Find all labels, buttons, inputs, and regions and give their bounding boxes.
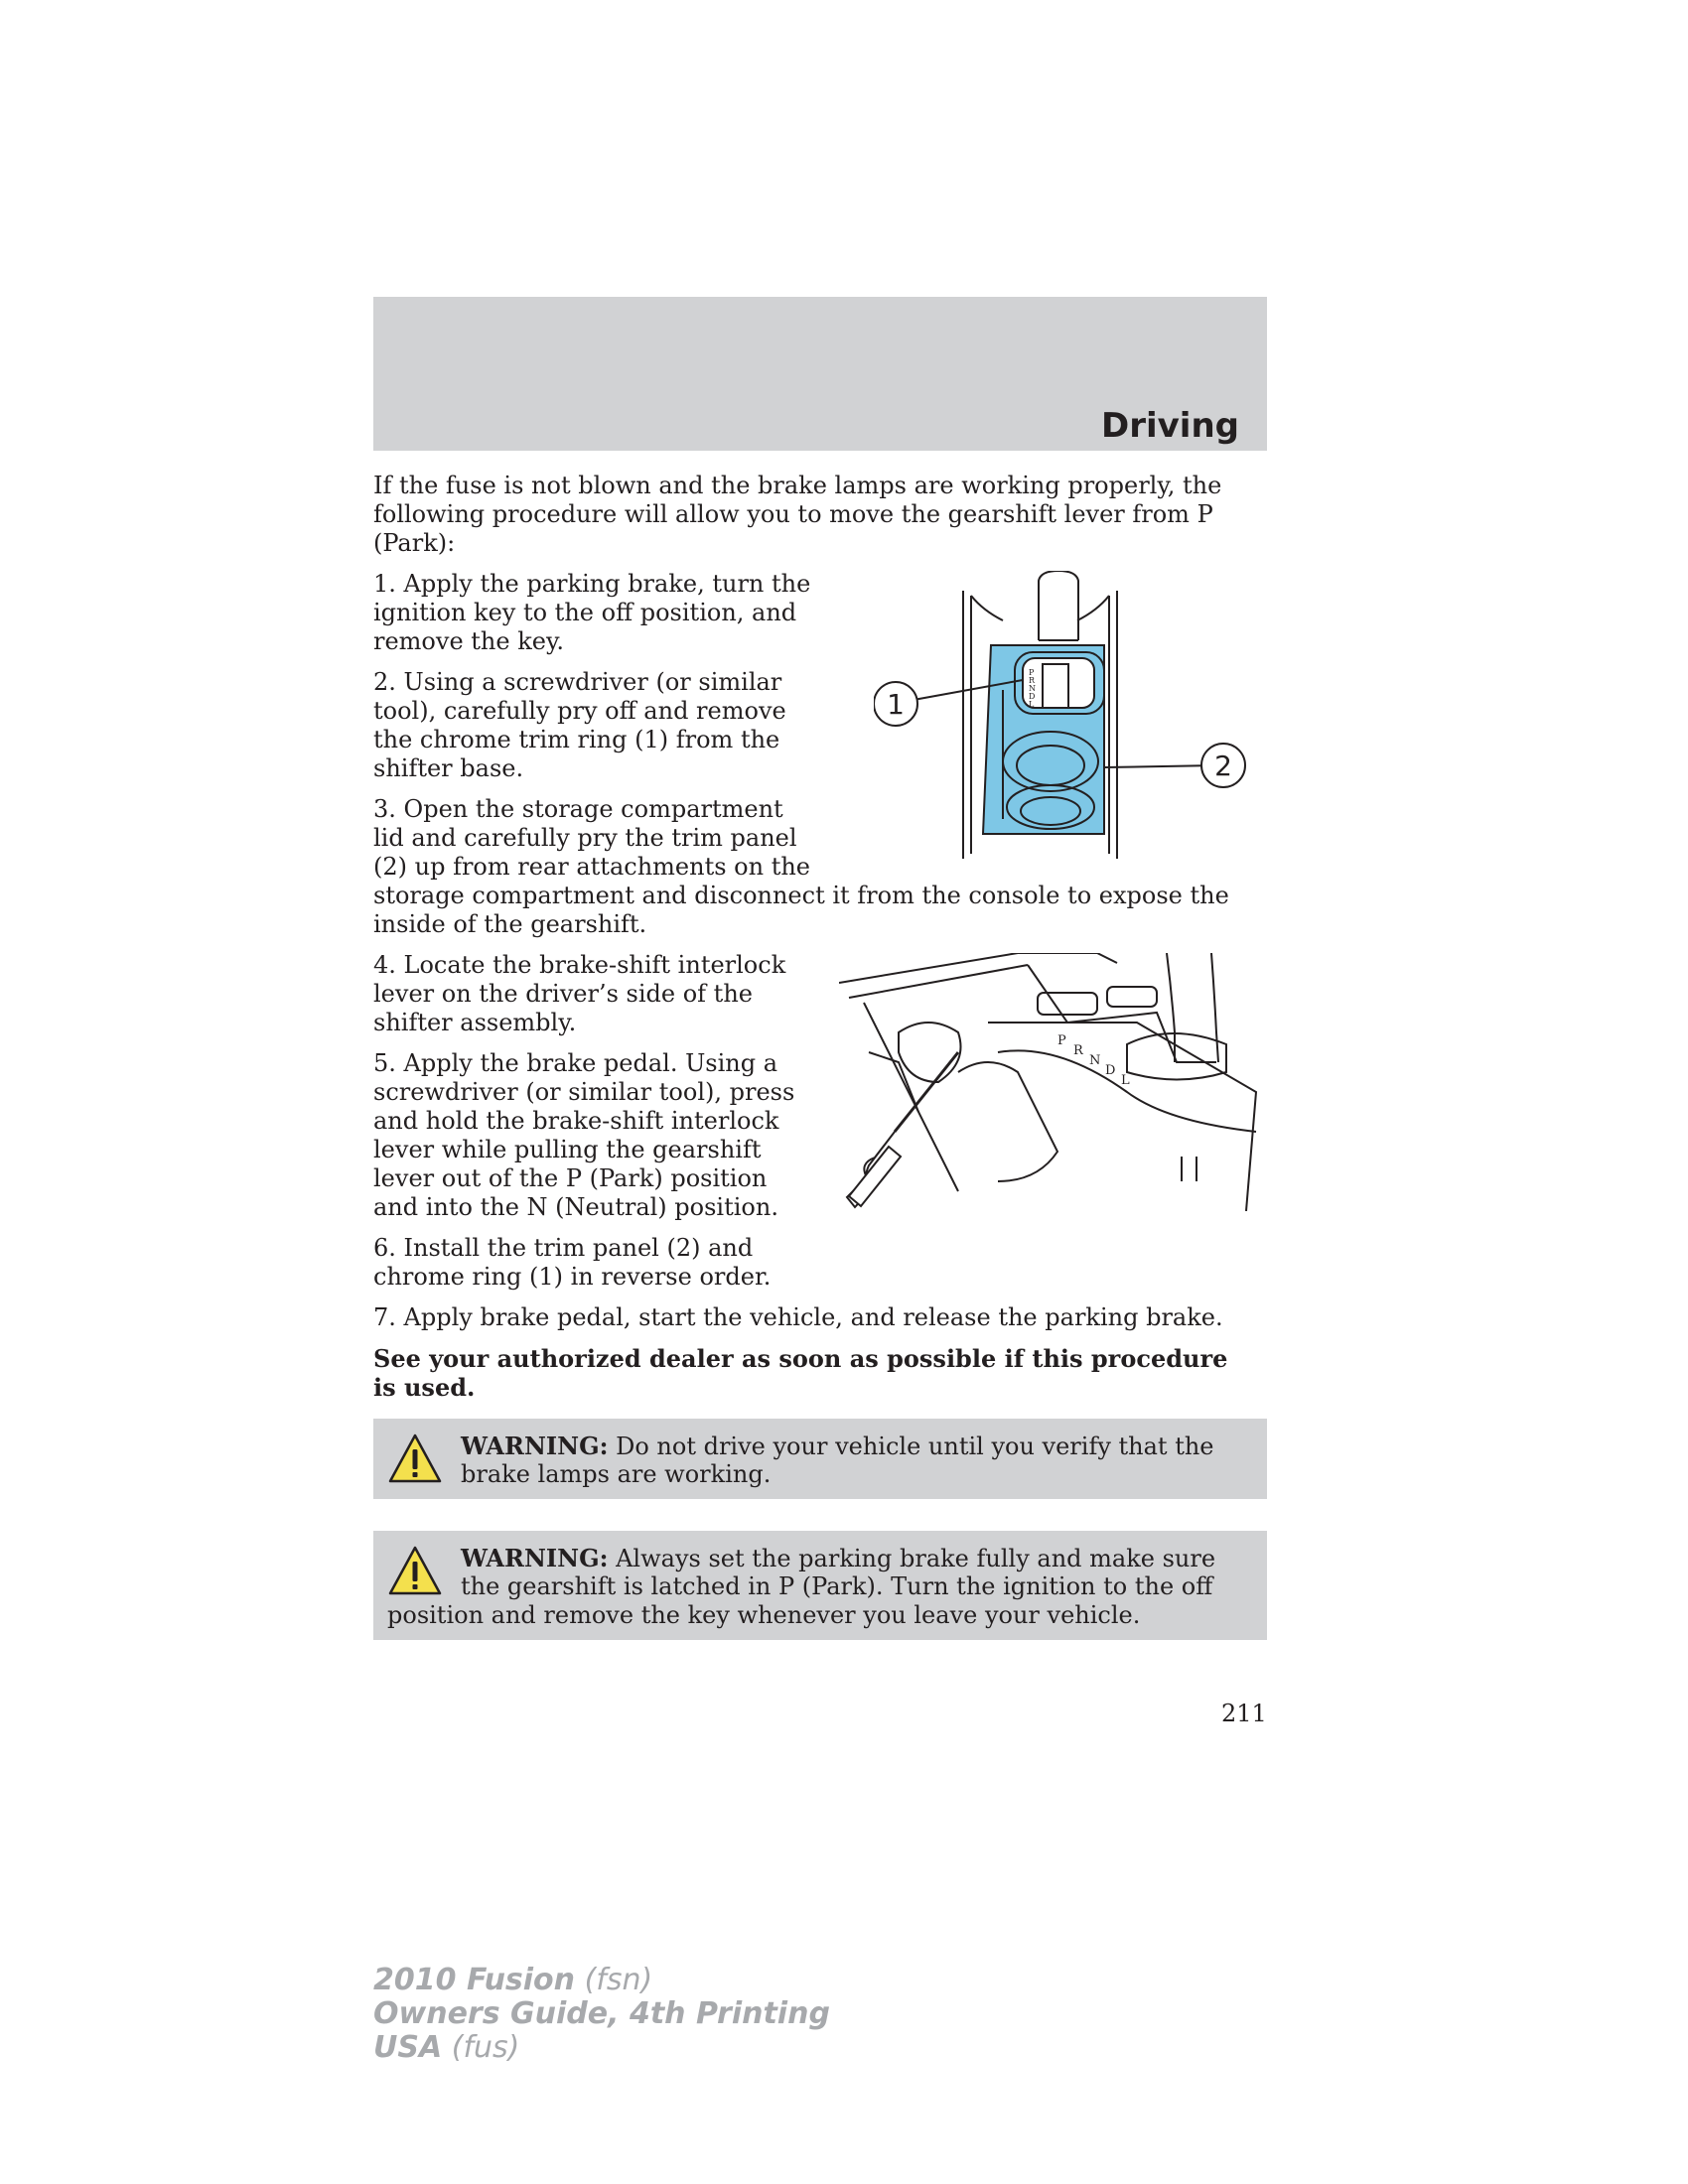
warning-label: WARNING: <box>461 1432 609 1460</box>
step-5-line: 5. Apply the brake pedal. Using a <box>373 1049 778 1077</box>
callout-2-leader <box>1104 765 1217 767</box>
callout-1-label: 1 <box>887 688 905 721</box>
section-header <box>373 297 1267 451</box>
gear-letter: D <box>1029 692 1036 701</box>
dealer-note-line: See your authorized dealer as soon as possible if this procedure <box>373 1344 1228 1373</box>
warning-box <box>373 1531 1267 1640</box>
footer-market-code: (fus) <box>451 2030 520 2065</box>
gear-letter: R <box>1029 676 1036 685</box>
footer-line <box>373 1997 830 2031</box>
warning-label: WARNING: <box>461 1544 609 1572</box>
step-7-line: 7. Apply brake pedal, start the vehicle, and release the parking brake. <box>373 1303 1223 1331</box>
step-3-line: 3. Open the storage compartment <box>373 795 783 823</box>
warning-line: the gearshift is latched in P (Park). Turn the ignition to the off <box>461 1572 1213 1600</box>
step-2-line: shifter base. <box>373 754 524 782</box>
footer-line <box>373 1964 830 1997</box>
warning-triangle-icon <box>387 1433 443 1484</box>
step-1-line: 1. Apply the parking brake, turn the <box>373 570 811 598</box>
step-1-line: ignition key to the off position, and <box>373 599 797 626</box>
warning-line <box>461 1432 1214 1461</box>
gear-letter: R <box>1073 1043 1083 1058</box>
step-3-line: inside of the gearshift. <box>373 910 647 938</box>
step-3-line: (2) up from rear attachments on the <box>373 853 811 881</box>
step-2-line: the chrome trim ring (1) from the <box>373 726 780 753</box>
gear-letter: P <box>1057 1033 1066 1048</box>
footer-line <box>373 2031 830 2065</box>
step-5-line: screwdriver (or similar tool), press <box>373 1078 795 1106</box>
step-2-line: tool), carefully pry off and remove <box>373 697 786 725</box>
warning-text: Always set the parking brake fully and make sure <box>616 1545 1216 1572</box>
warning-line: position and remove the key whenever you leave your vehicle. <box>387 1601 1141 1629</box>
gear-letter: L <box>1121 1073 1130 1088</box>
page-number: 211 <box>1221 1700 1267 1727</box>
footer-edition: Owners Guide, 4th Printing <box>373 1996 830 2031</box>
gear-letter: D <box>1105 1063 1116 1078</box>
step-1-line: remove the key. <box>373 627 564 655</box>
step-5-line: and into the N (Neutral) position. <box>373 1193 778 1221</box>
callout-2-label: 2 <box>1214 750 1232 782</box>
gear-letter: N <box>1029 684 1036 693</box>
footer-market: USA <box>373 2030 443 2065</box>
step-5-line: and hold the brake-shift interlock <box>373 1107 779 1135</box>
step-2-line: 2. Using a screwdriver (or similar <box>373 668 782 696</box>
warning-box <box>373 1419 1267 1499</box>
footer-model: 2010 Fusion <box>373 1963 576 1997</box>
step-6-line: 6. Install the trim panel (2) and <box>373 1234 754 1262</box>
section-title: Driving <box>1100 406 1239 446</box>
gear-letter: L <box>1029 700 1035 709</box>
step-4-line: shifter assembly. <box>373 1009 577 1036</box>
footer-model-code: (fsn) <box>584 1963 653 1997</box>
footer <box>373 1964 830 2065</box>
step-6-line: chrome ring (1) in reverse order. <box>373 1263 772 1291</box>
warning-triangle-icon <box>387 1545 443 1596</box>
intro-line: following procedure will allow you to move the gearshift lever from P <box>373 500 1213 528</box>
step-4-line: lever on the driver’s side of the <box>373 980 753 1008</box>
step-3-line: lid and carefully pry the trim panel <box>373 824 797 852</box>
step-4-line: 4. Locate the brake-shift interlock <box>373 951 786 979</box>
screwdriver-icon <box>847 1052 958 1207</box>
step-5-line: lever while pulling the gearshift <box>373 1136 762 1163</box>
gear-letter: P <box>1029 668 1035 677</box>
step-5-line: lever out of the P (Park) position <box>373 1164 768 1192</box>
gear-letter: N <box>1089 1053 1101 1068</box>
intro-line: (Park): <box>373 529 456 557</box>
console-trim-panel-figure <box>874 571 1261 864</box>
warning-text: Do not drive your vehicle until you verify that the <box>616 1433 1214 1460</box>
warning-line: brake lamps are working. <box>461 1460 772 1488</box>
warning-line <box>461 1544 1215 1573</box>
interlock-lever-figure <box>839 953 1261 1211</box>
intro-line: If the fuse is not blown and the brake lamps are working properly, the <box>373 472 1222 499</box>
step-3-line: storage compartment and disconnect it from the console to expose the <box>373 882 1229 909</box>
dealer-note-line: is used. <box>373 1373 476 1402</box>
